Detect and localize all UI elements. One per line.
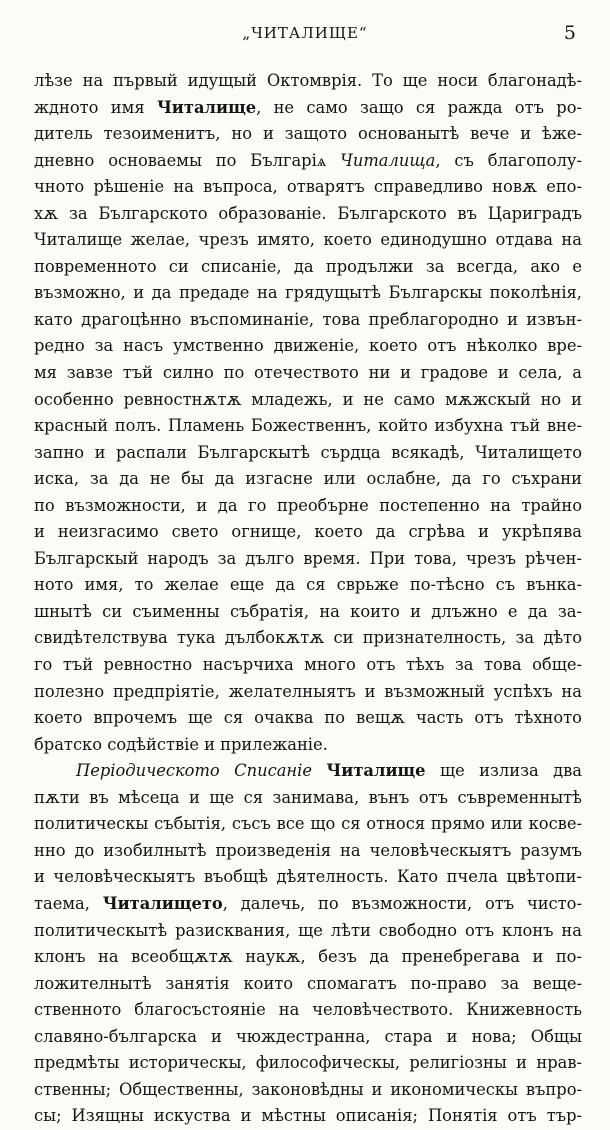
text-line: полезно предпріятіе, желателныятъ и възможный успѣхъ на <box>34 681 582 701</box>
text-line: клонъ на всеобщѫтѫ наукѫ, безъ да пренебрегава и по- <box>34 947 582 967</box>
text-line: политическы събытія, съсъ все що ся относя прямо или косве- <box>34 814 582 834</box>
text-line: което впрочемъ ще ся очаква по вещѫ часть отъ тѣхното <box>34 708 582 728</box>
text-line: сы; Изящны искуства и мѣстны описанія; Понятія отъ тър- <box>34 1106 582 1126</box>
journal-title-bold: Читалището <box>102 893 223 913</box>
text-line: Българскый народъ за дълго время. При това, чрезъ рѣчен- <box>34 548 582 568</box>
text-line: особенно ревностнѫтѫ младежь, и не само мѫжскый но и <box>34 389 582 409</box>
text-line: иска, за да не бы да изгасне или ослабне, да го съхрани <box>34 469 582 489</box>
text-line: ното имя, то желае еще да ся сврьже по-тѣсно съ вънка- <box>34 575 582 595</box>
text-line: нно до изобилнытѣ произведенія на человѣческыятъ разумъ <box>34 840 582 860</box>
text-line: като драгоцѣнно въспоминаніе, това преблагородно и извън- <box>34 309 582 329</box>
text-line: лѣзе на първый идущый Октомврія. То ще носи благонадѣ- <box>34 71 582 90</box>
running-title: „ЧИТАЛИЩЕ“ <box>242 24 368 42</box>
text-line: хѫ за Българското образованіе. Българското въ Цариградъ <box>34 203 582 223</box>
text-line: таема, Читалището, далечь, по възможности, отъ чисто- <box>34 893 582 913</box>
text-line: повременното си списаніе, да продължи за всегда, ако е <box>34 256 582 276</box>
text-line: и неизгасимо свето огнище, което да сгрѣва и укрѣпява <box>34 522 582 542</box>
text-line: по възможности, и да го преобърне постепенно на трайно <box>34 495 582 515</box>
journal-title-bold: Читалище <box>326 761 426 781</box>
text-line: славяно-българска и чюждестранна, стара и нова; Общы <box>34 1026 582 1046</box>
text-line: свидѣтелствува тука дълбокѫтѫ си признателность, за дѣто <box>34 628 582 648</box>
running-head <box>0 24 610 48</box>
text-line: Читалище желае, чрезъ имято, което единодушно отдава на <box>34 230 582 250</box>
text-line: възможно, и да предаде на грядущытѣ Българскы поколѣнія, <box>34 283 582 303</box>
text-line: ственны; Общественны, законовѣдны и икономическы въпро- <box>34 1079 582 1099</box>
text-line: чното рѣшеніе на въпроса, отварятъ справедливо новѫ епо- <box>34 177 582 197</box>
text-line: редно за насъ умственно движеніе, което отъ нѣколко вре- <box>34 336 582 356</box>
text-line: запно и распали Българскытѣ сърдца всякадѣ, Читалището <box>34 442 582 462</box>
text-line: го тъй ревностно насърчиха много отъ тѣхъ за това обще- <box>34 655 582 675</box>
body-text <box>34 68 582 1130</box>
text-line: братско содѣйствіе и прилежаніе. <box>34 734 328 754</box>
text-line: ложителнытѣ занятія които спомагатъ по-право за веще- <box>34 973 582 993</box>
text-line: ждното имя Читалище, не само защо ся ражда отъ ро- <box>34 97 582 117</box>
journal-title-bold: Читалище <box>156 97 257 117</box>
page-number: 5 <box>563 22 576 44</box>
text-line: дитель тезоименитъ, но и защото основанытѣ вече и ѣже- <box>34 124 582 144</box>
text-line: красный полъ. Пламень Божественнъ, който избухна тъй вне- <box>34 416 582 436</box>
text-line: пѫти въ мѣсеца и ще ся занимава, вънъ отъ съвременнытѣ <box>34 787 582 807</box>
text-line: Періодическото Списаніе Читалище ще излиза два <box>76 761 582 781</box>
italic-term: Читалища <box>340 150 436 170</box>
text-line: ственното благосъстояніе на человѣчеството. Книжевность <box>34 1000 582 1020</box>
text-line: шнытѣ си съименны събратія, на които и длъжно е да за- <box>34 601 582 621</box>
italic-term: Періодическото Списаніе <box>76 761 327 781</box>
text-line: политическытѣ разисквания, ще лѣти свободно отъ клонъ на <box>34 920 582 940</box>
text-line: мя завзе тъй силно по отечеството ни и градове и села, а <box>34 363 582 383</box>
text-line: дневно основаемы по Българіѧ Читалища, съ благополу- <box>34 150 582 170</box>
text-line: и человѣческыятъ въобщѣ дѣятелность. Като пчела цвѣтопи- <box>34 867 582 887</box>
text-line: предмѣты историческы, философическы, религіозны и нрав- <box>34 1053 582 1073</box>
